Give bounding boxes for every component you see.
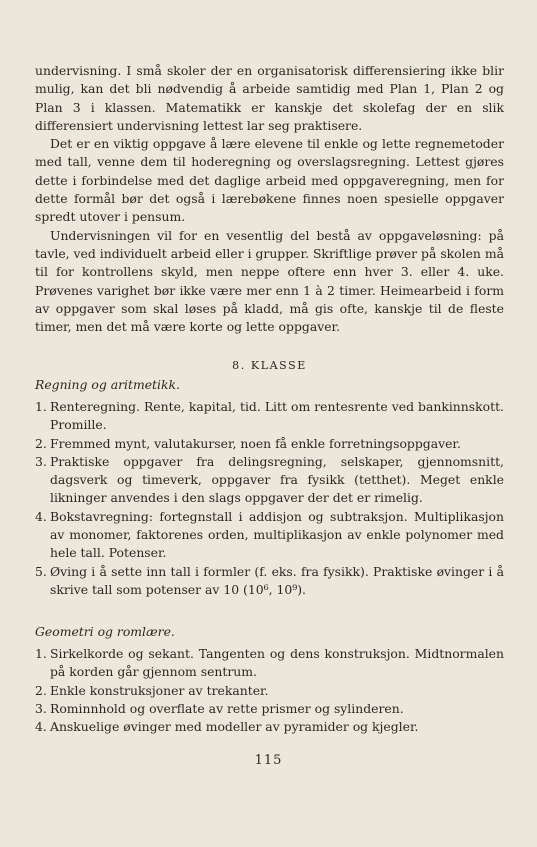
item-text: Bokstavregning: fortegnstall i addisjon og subtraksjon. Multiplikasjon av monomer, faktorenes orden, multiplikasjon av enkle polynomer med hele tall. Potenser. [50, 508, 504, 561]
list-item [35, 718, 504, 736]
item-text: Praktiske oppgaver fra delingsregning, selskaper, gjennomsnitt, dagsverk og timeverk, oppgaver fra fysikk (tetthet). Meget enkle likninger anvendes i den slags oppgaver der det er rimelig. [50, 453, 504, 506]
intro-paragraph-2: Det er en viktig oppgave å lære elevene til enkle og lette regnemetoder med tall, venne dem til hoderegning og overslagsregning. Lettest gjøres dette i forbindelse med det daglige arbeid med oppgaveregning, men for dette formål bør det også i lærebøkene finnes noen spesielle oppgaver spredt utover i pensum. [35, 136, 504, 225]
list-item [35, 682, 504, 700]
section-heading: 8. KLASSE [232, 359, 307, 372]
item-number: 1. [35, 646, 47, 661]
item-text: Fremmed mynt, valutakurser, noen få enkle forretningsoppgaver. [50, 435, 461, 451]
geometri-heading: Geometri og romlære. [35, 624, 175, 639]
item-number: 1. [35, 399, 47, 414]
item-number: 2. [35, 435, 47, 451]
page-number: 115 [254, 753, 283, 768]
item-text: Enkle konstruksjoner av trekanter. [50, 682, 269, 698]
list-item [35, 453, 504, 508]
section-8-klasse [35, 359, 504, 372]
list-item [35, 435, 504, 453]
item-text: Renteregning. Rente, kapital, tid. Litt om rentesrente ved bankinnskott. Promille. [50, 399, 504, 433]
item-text: Øving i å sette inn tall i formler (f. eks. fra fysikk). Praktiske øvinger i å skrive tall som potenser av 10 (10⁶, 10⁹). [50, 563, 504, 597]
geometri-section [35, 624, 504, 736]
item-text: Anskuelige øvinger med modeller av pyramider og kjegler. [50, 719, 419, 735]
list-item [35, 563, 504, 600]
item-number: 4. [35, 719, 47, 735]
list-item [35, 700, 504, 718]
list-item [35, 398, 504, 435]
item-number: 3. [35, 453, 47, 469]
item-number: 2. [35, 682, 47, 698]
item-text: Sirkelkorde og sekant. Tangenten og dens konstruksjon. Midtnormalen på korden går gjennom sentrum. [50, 646, 504, 680]
regning-section [35, 377, 504, 599]
list-item [35, 508, 504, 563]
item-number: 5. [35, 563, 47, 579]
intro-paragraph-3: Undervisningen vil for en vesentlig del bestå av oppgaveløsning: på tavle, ved individuelt arbeid eller i grupper. Skriftlige prøver på skolen må til for kontrollens skyld, men neppe oftere enn hver 3. eller 4. uke. Prøvenes varighet bør ikke være mer enn 1 à 2 timer. Heimearbeid i form av oppgaver som skal løses på kladd, må gis ofte, kanskje til de fleste timer, men det må være korte og lette oppgaver. [35, 227, 504, 335]
list-item [35, 645, 504, 682]
intro-paragraph-1: undervisning. I små skoler der en organisatorisk differensiering ikke blir mulig, kan det bli nødvendig å arbeide samtidig med Plan 1, Plan 2 og Plan 3 i klassen. Matematikk er kanskje det skolefag der en slik differensiert undervisning lettest lar seg praktisere. [35, 63, 504, 133]
item-text: Rominnhold og overflate av rette prismer og sylinderen. [50, 700, 404, 716]
regning-heading: Regning og aritmetikk. [35, 377, 180, 392]
intro-text [35, 62, 504, 336]
item-number: 3. [35, 700, 47, 716]
regning-list [35, 398, 504, 599]
item-number: 4. [35, 508, 47, 524]
geometri-list [35, 645, 504, 736]
